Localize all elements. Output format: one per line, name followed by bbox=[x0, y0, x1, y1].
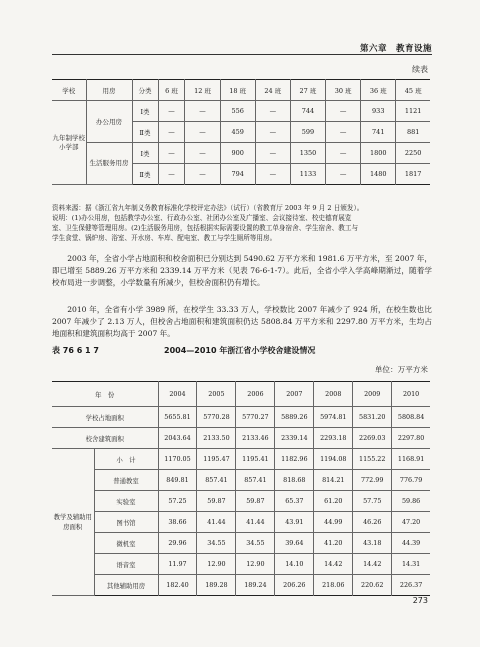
table-cell: 65.37 bbox=[275, 491, 314, 512]
table-cell: 59.87 bbox=[197, 491, 236, 512]
table-cell: 14.42 bbox=[314, 554, 353, 575]
year-cell: 2006 bbox=[236, 382, 275, 407]
table-cell: 11.97 bbox=[158, 554, 197, 575]
source-note: 资料来源：据《浙江省九年制义务教育标准化学校评定办法》（试行）（省教育厅 2003 年 9 月 2 日颁发）。 bbox=[52, 204, 364, 212]
table-cell: 849.81 bbox=[158, 470, 197, 491]
table-cell: — bbox=[158, 143, 185, 164]
page-number: 273 bbox=[412, 596, 428, 605]
table-cell: 776.79 bbox=[392, 470, 430, 491]
table-cell: 59.86 bbox=[392, 491, 430, 512]
table-cell: 741 bbox=[361, 122, 396, 143]
table-row bbox=[52, 428, 430, 449]
table-cell: 814.21 bbox=[314, 470, 353, 491]
table-cell: 794 bbox=[220, 164, 255, 185]
table-cell: 5770.27 bbox=[236, 407, 275, 428]
row-label: 微机室 bbox=[94, 533, 158, 554]
explanation-line: 学生食堂、锅炉房、浴室、开水房、车库、配电室、教工与学生厕所等用房。 bbox=[52, 234, 277, 242]
table-row bbox=[52, 407, 430, 428]
year-header: 年 份 bbox=[52, 382, 158, 407]
table-cell: 39.64 bbox=[275, 533, 314, 554]
table-cell: 1194.08 bbox=[314, 449, 353, 470]
continued-label: 续表 bbox=[412, 65, 428, 74]
class-cell: Ⅱ类 bbox=[132, 164, 158, 185]
class-cell: Ⅰ类 bbox=[132, 143, 158, 164]
table-cell: 189.24 bbox=[236, 575, 275, 596]
table-cell: — bbox=[158, 101, 185, 122]
row-label: 图书馆 bbox=[94, 512, 158, 533]
table-cell: — bbox=[255, 122, 290, 143]
table-cell: 1182.96 bbox=[275, 449, 314, 470]
table-cell: 5808.84 bbox=[392, 407, 430, 428]
explanation-line: 室、卫生保健等管理用房。(2)生活服务用房，包括根据实际需要设置的教工单身宿舍、学生宿舍、教工与 bbox=[52, 224, 359, 232]
table-cell: 556 bbox=[220, 101, 255, 122]
table-cell: 1168.91 bbox=[392, 449, 430, 470]
table-cell: 220.62 bbox=[353, 575, 392, 596]
table-header-row bbox=[52, 80, 430, 101]
table-cell: 2269.03 bbox=[353, 428, 392, 449]
construction-table bbox=[52, 381, 430, 596]
year-cell: 2004 bbox=[158, 382, 197, 407]
table-cell: 818.68 bbox=[275, 470, 314, 491]
table-cell: 34.55 bbox=[236, 533, 275, 554]
table-cell: 5655.81 bbox=[158, 407, 197, 428]
year-cell: 2010 bbox=[392, 382, 430, 407]
table-header-cell: 学校 bbox=[52, 80, 86, 101]
standards-table bbox=[52, 79, 430, 185]
table-cell: 5831.20 bbox=[353, 407, 392, 428]
table-cell: 1817 bbox=[396, 164, 430, 185]
table-title: 2004—2010 年浙江省小学校舍建设情况 bbox=[164, 346, 316, 355]
chapter-header: 第六章 教育设施 bbox=[359, 44, 432, 54]
table-cell: — bbox=[326, 164, 361, 185]
table-header-cell: 6 班 bbox=[158, 80, 185, 101]
table-cell: 857.41 bbox=[236, 470, 275, 491]
table-cell: 61.20 bbox=[314, 491, 353, 512]
table-cell: 29.96 bbox=[158, 533, 197, 554]
table-cell: 44.99 bbox=[314, 512, 353, 533]
table-cell: — bbox=[255, 143, 290, 164]
table-cell: 12.90 bbox=[197, 554, 236, 575]
table-cell: 2339.14 bbox=[275, 428, 314, 449]
table-header-cell: 45 班 bbox=[396, 80, 430, 101]
row-label: 语音室 bbox=[94, 554, 158, 575]
group-label: 教学及辅助用房面积 bbox=[52, 449, 94, 596]
table-cell: 218.06 bbox=[314, 575, 353, 596]
table-cell: 14.31 bbox=[392, 554, 430, 575]
year-cell: 2008 bbox=[314, 382, 353, 407]
class-cell: Ⅱ类 bbox=[132, 122, 158, 143]
table-cell: 46.26 bbox=[353, 512, 392, 533]
table-cell: 881 bbox=[396, 122, 430, 143]
table-cell: 189.28 bbox=[197, 575, 236, 596]
table-row bbox=[52, 470, 430, 491]
table-cell: — bbox=[255, 101, 290, 122]
table-cell: 1195.41 bbox=[236, 449, 275, 470]
year-cell: 2007 bbox=[275, 382, 314, 407]
row-label: 普通教室 bbox=[94, 470, 158, 491]
table-cell: — bbox=[185, 164, 220, 185]
table-cell: 1195.47 bbox=[197, 449, 236, 470]
row-label: 校舍建筑面积 bbox=[52, 428, 158, 449]
table-cell: 933 bbox=[361, 101, 396, 122]
table-cell: 14.42 bbox=[353, 554, 392, 575]
table-header-cell: 分类 bbox=[132, 80, 158, 101]
body-paragraph: 2003 年，全省小学占地面积和校舍面积已分别达到 5490.62 万平方米和 1981.6 万平方米，至 2007 年，即已增至 5889.26 万平方米和 2339.14 万平方米（见表 76-6-1-7）。此后，全省小学入学高峰期渐过，随着学校布局进一步调整，小学数量有所减少，但校舍面积仍有增长。 bbox=[52, 254, 432, 287]
table-cell: 5770.28 bbox=[197, 407, 236, 428]
table-cell: — bbox=[185, 143, 220, 164]
table-cell: 34.55 bbox=[197, 533, 236, 554]
table-cell: — bbox=[326, 143, 361, 164]
table-header-cell: 30 班 bbox=[326, 80, 361, 101]
table-cell: 772.99 bbox=[353, 470, 392, 491]
table-cell: 43.18 bbox=[353, 533, 392, 554]
table-cell: — bbox=[185, 101, 220, 122]
row-label: 其他辅助用房 bbox=[94, 575, 158, 596]
unit-label: 单位：万平方米 bbox=[374, 365, 428, 374]
table-cell: 206.26 bbox=[275, 575, 314, 596]
table-cell: 857.41 bbox=[197, 470, 236, 491]
table-row bbox=[52, 143, 430, 164]
table-header-cell: 12 班 bbox=[185, 80, 220, 101]
table-cell: 1170.05 bbox=[158, 449, 197, 470]
table-cell: 1800 bbox=[361, 143, 396, 164]
room-type-cell: 办公用房 bbox=[86, 101, 132, 143]
header-rule bbox=[52, 54, 432, 55]
table-notes bbox=[52, 203, 432, 243]
table-cell: 2250 bbox=[396, 143, 430, 164]
table-cell: 1155.22 bbox=[353, 449, 392, 470]
table-number: 表 76 6 1 7 bbox=[52, 346, 99, 355]
table-cell: 2293.18 bbox=[314, 428, 353, 449]
table-header-cell: 24 班 bbox=[255, 80, 290, 101]
explanation-line: 说明：(1)办公用房，包括教学办公室、行政办公室、社团办公室及广播室、会议接待室、校史德育展览 bbox=[52, 214, 352, 222]
table-cell: 226.37 bbox=[392, 575, 430, 596]
table-cell: 57.75 bbox=[353, 491, 392, 512]
table-cell: 2297.80 bbox=[392, 428, 430, 449]
table-cell: — bbox=[158, 164, 185, 185]
table-cell: — bbox=[326, 122, 361, 143]
table-cell: 1350 bbox=[290, 143, 325, 164]
class-cell: Ⅰ类 bbox=[132, 101, 158, 122]
table-cell: 41.44 bbox=[197, 512, 236, 533]
table-row bbox=[52, 575, 430, 596]
table-row bbox=[52, 449, 430, 470]
table-cell: 59.87 bbox=[236, 491, 275, 512]
table-cell: 57.25 bbox=[158, 491, 197, 512]
year-cell: 2009 bbox=[353, 382, 392, 407]
table-cell: 599 bbox=[290, 122, 325, 143]
table-row bbox=[52, 533, 430, 554]
table-cell: 459 bbox=[220, 122, 255, 143]
body-paragraph: 2010 年，全省有小学 3989 所，在校学生 33.33 万人，学校数比 2007 年减少了 924 所，在校生数也比 2007 年减少了 2.13 万人，但校舍占地面积和建筑面积仍达 5808.84 万平方米和 2297.80 万平方米，生均占地面积和建筑面积均高于 2007 年。 bbox=[52, 305, 432, 338]
table-cell: 2133.50 bbox=[197, 428, 236, 449]
table-cell: 900 bbox=[220, 143, 255, 164]
row-label: 小 计 bbox=[94, 449, 158, 470]
table-header-cell: 36 班 bbox=[361, 80, 396, 101]
table-cell: 44.39 bbox=[392, 533, 430, 554]
table-cell: — bbox=[185, 122, 220, 143]
table-cell: 12.90 bbox=[236, 554, 275, 575]
table-cell: 14.10 bbox=[275, 554, 314, 575]
table-cell: 41.20 bbox=[314, 533, 353, 554]
table-cell: — bbox=[158, 122, 185, 143]
row-label: 实验室 bbox=[94, 491, 158, 512]
table-cell: 182.40 bbox=[158, 575, 197, 596]
table-cell: 744 bbox=[290, 101, 325, 122]
table-row bbox=[52, 101, 430, 122]
table-cell: 2043.64 bbox=[158, 428, 197, 449]
table-cell: 5974.81 bbox=[314, 407, 353, 428]
table-header-cell: 用房 bbox=[86, 80, 132, 101]
table-row bbox=[52, 554, 430, 575]
table-cell: 47.20 bbox=[392, 512, 430, 533]
table-cell: 1133 bbox=[290, 164, 325, 185]
table-row bbox=[52, 512, 430, 533]
row-label: 学校占地面积 bbox=[52, 407, 158, 428]
room-type-cell: 生活服务用房 bbox=[86, 143, 132, 185]
table-cell: 1121 bbox=[396, 101, 430, 122]
table-header-cell: 27 班 bbox=[290, 80, 325, 101]
table-header-cell: 18 班 bbox=[220, 80, 255, 101]
table-cell: — bbox=[326, 101, 361, 122]
school-cell: 九年制学校小学部 bbox=[52, 101, 86, 185]
table-cell: 1480 bbox=[361, 164, 396, 185]
table-cell: 5889.26 bbox=[275, 407, 314, 428]
table-cell: — bbox=[255, 164, 290, 185]
table-cell: 41.44 bbox=[236, 512, 275, 533]
table-row bbox=[52, 491, 430, 512]
table-cell: 38.66 bbox=[158, 512, 197, 533]
year-cell: 2005 bbox=[197, 382, 236, 407]
table-cell: 43.91 bbox=[275, 512, 314, 533]
table-header-row bbox=[52, 382, 430, 407]
table-cell: 2133.46 bbox=[236, 428, 275, 449]
